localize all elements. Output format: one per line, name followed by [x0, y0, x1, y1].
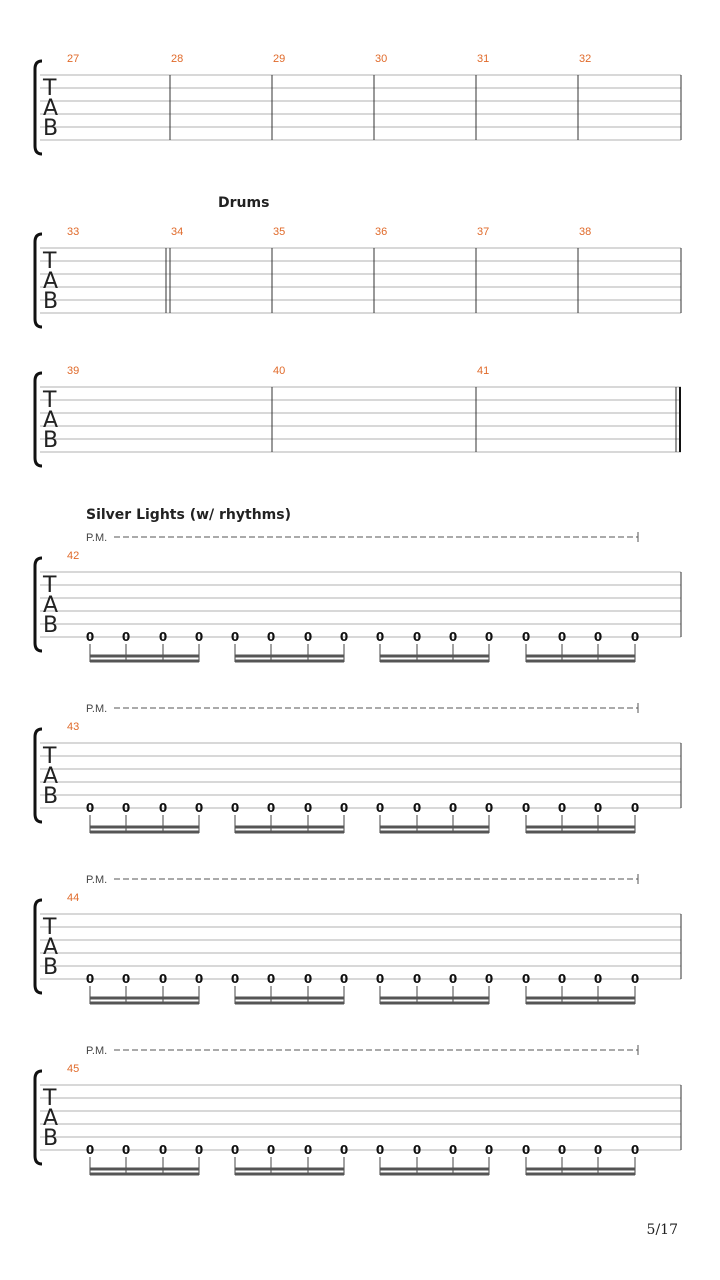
fret-number: 0	[339, 1143, 349, 1157]
fret-number: 0	[158, 972, 168, 986]
section-title: Drums	[218, 195, 270, 211]
measure-number: 45	[67, 1063, 80, 1075]
measure-number: 28	[171, 53, 184, 65]
measure-number: 30	[375, 53, 388, 65]
fret-number: 0	[339, 630, 349, 644]
fret-number: 0	[412, 1143, 422, 1157]
fret-number: 0	[303, 972, 313, 986]
fret-number: 0	[448, 801, 458, 815]
tab-letter-a: A	[43, 408, 59, 433]
fret-number: 0	[266, 972, 276, 986]
fret-number: 0	[593, 630, 603, 644]
tab-letter-a: A	[43, 96, 59, 121]
tab-letter-t: T	[43, 388, 57, 413]
tab-letter-b: B	[43, 1126, 59, 1151]
fret-number: 0	[484, 972, 494, 986]
fret-number: 0	[521, 972, 531, 986]
tab-letter-a: A	[43, 1106, 59, 1131]
fret-number: 0	[412, 972, 422, 986]
measure-number: 44	[67, 892, 80, 904]
fret-number: 0	[85, 1143, 95, 1157]
fret-number: 0	[630, 801, 640, 815]
fret-number: 0	[303, 801, 313, 815]
fret-number: 0	[521, 1143, 531, 1157]
fret-number: 0	[448, 972, 458, 986]
page-number: 5/17	[646, 1222, 678, 1238]
fret-number: 0	[194, 1143, 204, 1157]
measure-number: 43	[67, 721, 80, 733]
tab-letter-b: B	[43, 955, 59, 980]
measure-number: 29	[273, 53, 286, 65]
staff-system-7	[35, 1045, 681, 1175]
fret-number: 0	[194, 972, 204, 986]
tab-letter-t: T	[43, 915, 57, 940]
fret-number: 0	[85, 972, 95, 986]
fret-number: 0	[557, 630, 567, 644]
staff-system-6	[35, 874, 681, 1004]
fret-number: 0	[521, 630, 531, 644]
fret-number: 0	[85, 801, 95, 815]
fret-number: 0	[593, 1143, 603, 1157]
tab-letter-a: A	[43, 593, 59, 618]
measure-number: 34	[171, 226, 184, 238]
fret-number: 0	[630, 972, 640, 986]
fret-number: 0	[448, 1143, 458, 1157]
fret-number: 0	[230, 972, 240, 986]
fret-number: 0	[121, 630, 131, 644]
fret-number: 0	[339, 972, 349, 986]
fret-number: 0	[484, 801, 494, 815]
staff-system-5	[35, 703, 681, 833]
fret-number: 0	[121, 972, 131, 986]
fret-number: 0	[375, 972, 385, 986]
fret-number: 0	[158, 630, 168, 644]
section-title: Silver Lights (w/ rhythms)	[86, 507, 291, 523]
fret-number: 0	[339, 801, 349, 815]
staff-system-4	[35, 507, 681, 662]
tab-letter-t: T	[43, 573, 57, 598]
fret-number: 0	[630, 630, 640, 644]
measure-number: 31	[477, 53, 490, 65]
measure-number: 41	[477, 365, 490, 377]
fret-number: 0	[448, 630, 458, 644]
fret-number: 0	[375, 801, 385, 815]
palm-mute-label: P.M.	[86, 1045, 108, 1057]
fret-number: 0	[121, 1143, 131, 1157]
tab-letter-t: T	[43, 249, 57, 274]
tab-letter-b: B	[43, 289, 59, 314]
fret-number: 0	[121, 801, 131, 815]
measure-number: 42	[67, 550, 80, 562]
tab-letter-a: A	[43, 269, 59, 294]
fret-number: 0	[557, 801, 567, 815]
fret-number: 0	[85, 630, 95, 644]
fret-number: 0	[593, 972, 603, 986]
measure-number: 38	[579, 226, 592, 238]
palm-mute-label: P.M.	[86, 703, 108, 715]
tab-letter-t: T	[43, 744, 57, 769]
measure-number: 36	[375, 226, 388, 238]
measure-number: 35	[273, 226, 286, 238]
fret-number: 0	[158, 1143, 168, 1157]
fret-number: 0	[194, 801, 204, 815]
fret-number: 0	[303, 1143, 313, 1157]
measure-number: 32	[579, 53, 592, 65]
measure-number: 33	[67, 226, 80, 238]
measure-number: 40	[273, 365, 286, 377]
measure-number: 39	[67, 365, 80, 377]
fret-number: 0	[484, 1143, 494, 1157]
measure-number: 37	[477, 226, 490, 238]
fret-number: 0	[194, 630, 204, 644]
fret-number: 0	[230, 801, 240, 815]
fret-number: 0	[303, 630, 313, 644]
fret-number: 0	[521, 801, 531, 815]
palm-mute-label: P.M.	[86, 874, 108, 886]
staff-system-2	[35, 195, 681, 327]
tab-letter-a: A	[43, 764, 59, 789]
fret-number: 0	[266, 801, 276, 815]
fret-number: 0	[158, 801, 168, 815]
tab-letter-a: A	[43, 935, 59, 960]
measure-number: 27	[67, 53, 80, 65]
staff-system-3	[35, 365, 681, 466]
tab-letter-b: B	[43, 613, 59, 638]
fret-number: 0	[230, 630, 240, 644]
fret-number: 0	[484, 630, 494, 644]
fret-number: 0	[266, 630, 276, 644]
fret-number: 0	[412, 630, 422, 644]
fret-number: 0	[266, 1143, 276, 1157]
tab-letter-t: T	[43, 76, 57, 101]
tab-letter-b: B	[43, 116, 59, 141]
fret-number: 0	[375, 630, 385, 644]
tab-letter-b: B	[43, 428, 59, 453]
fret-number: 0	[630, 1143, 640, 1157]
staff-system-1	[35, 53, 681, 154]
palm-mute-label: P.M.	[86, 532, 108, 544]
tab-letter-b: B	[43, 784, 59, 809]
fret-number: 0	[557, 1143, 567, 1157]
fret-number: 0	[412, 801, 422, 815]
fret-number: 0	[557, 972, 567, 986]
tab-letter-t: T	[43, 1086, 57, 1111]
fret-number: 0	[230, 1143, 240, 1157]
fret-number: 0	[593, 801, 603, 815]
fret-number: 0	[375, 1143, 385, 1157]
